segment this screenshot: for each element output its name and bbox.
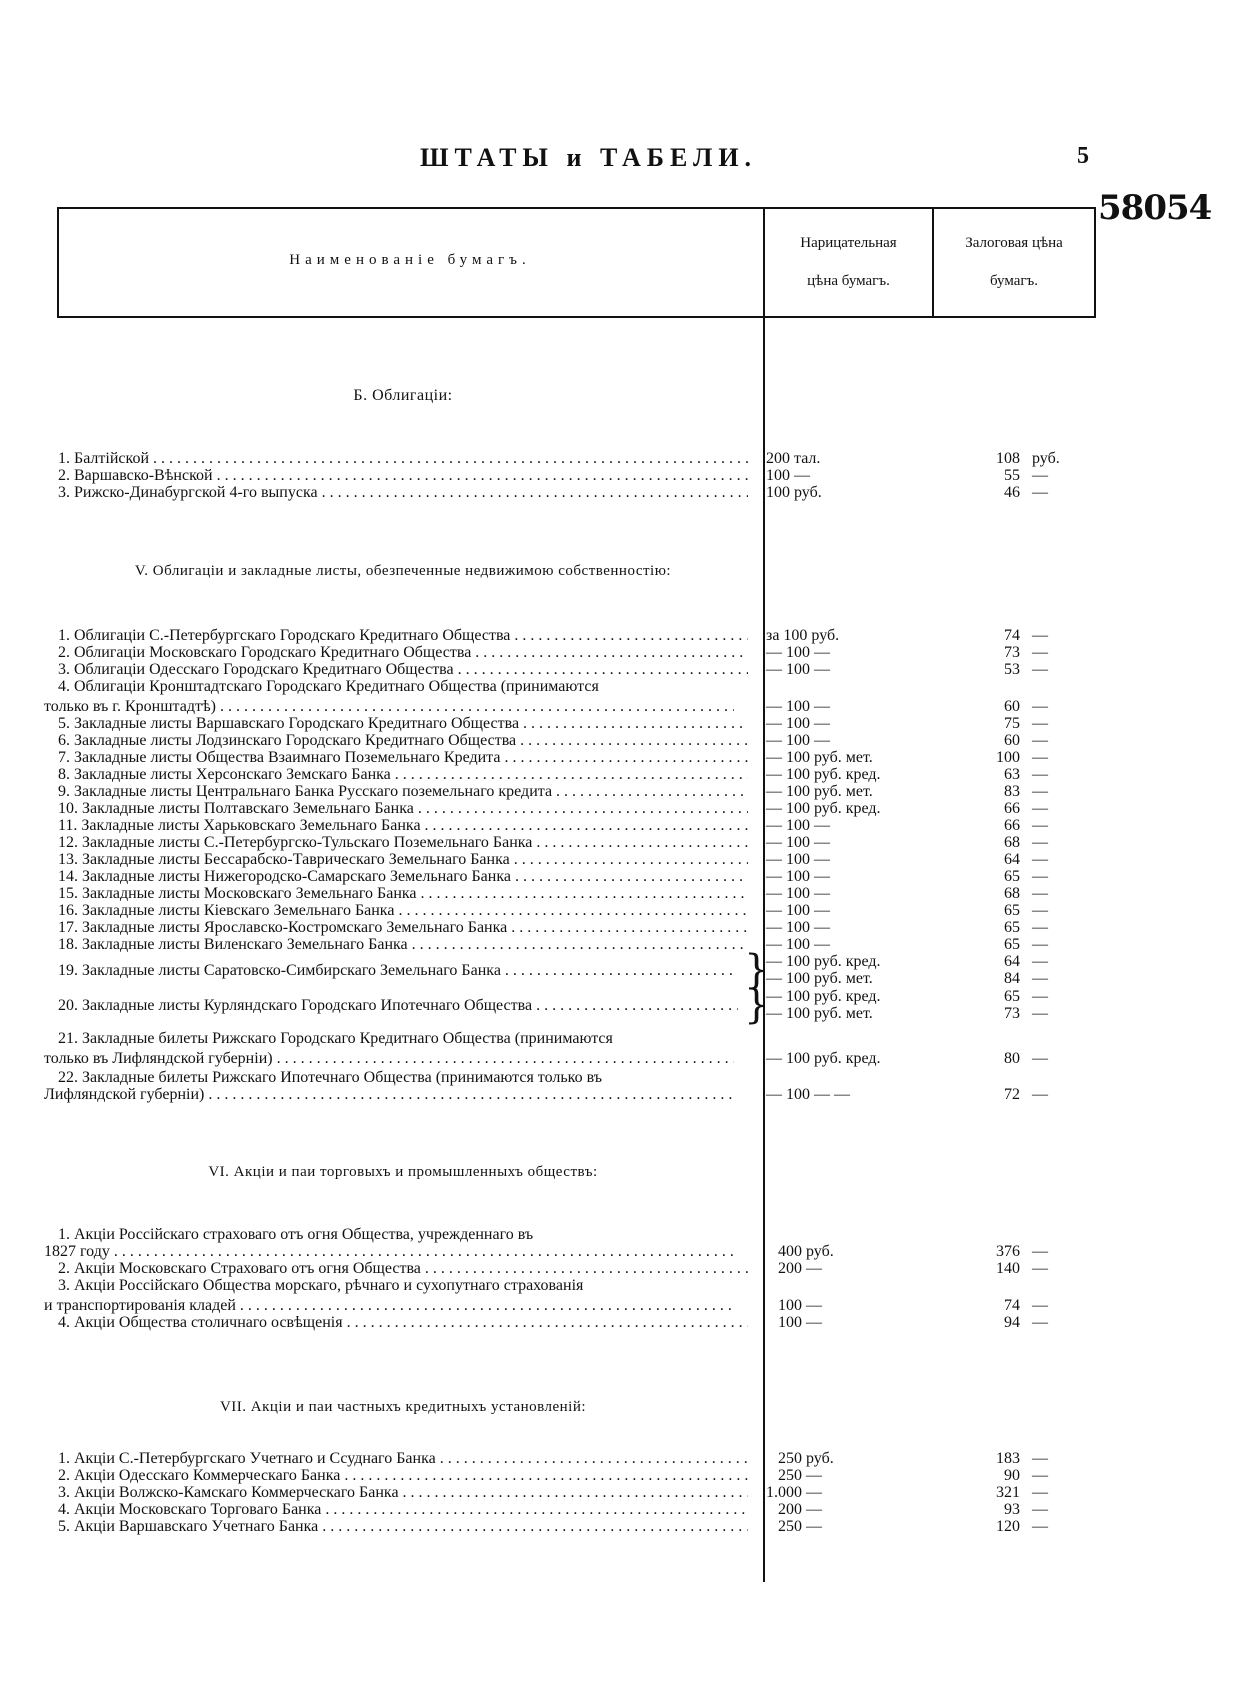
row-name: 22. Закладные билеты Рижскаго Ипотечнаго Общества (принимаются только въ [58, 1069, 603, 1086]
row-unit: — [1032, 1450, 1048, 1467]
row-name: 9. Закладные листы Центральнаго Банка Русскаго поземельнаго кредита . . . [58, 783, 748, 800]
row-par: — 100 — [766, 732, 830, 749]
row-par: 200 — [778, 1501, 822, 1518]
row-value: 53 [1004, 661, 1020, 678]
row-value: 120 [996, 1518, 1020, 1535]
row-unit: — [1032, 627, 1048, 644]
table-row [44, 1243, 1088, 1260]
row-unit: — [1032, 1243, 1048, 1260]
row-unit: — [1032, 817, 1048, 834]
row-value: 65 [1004, 988, 1020, 1005]
row-par: 200 — [778, 1260, 822, 1277]
row-value: 376 [996, 1243, 1020, 1260]
row-par: — 100 — [766, 644, 830, 661]
row-value: 74 [1004, 1297, 1020, 1314]
row-value: 55 [1004, 467, 1020, 484]
table-row [58, 783, 1088, 800]
row-name: 4. Акціи Московскаго Торговаго Банка . . . [58, 1501, 748, 1518]
table-row [58, 953, 1088, 970]
table-row [58, 627, 1088, 644]
row-unit: — [1032, 868, 1048, 885]
row-value: 94 [1004, 1314, 1020, 1331]
row-unit: — [1032, 1314, 1048, 1331]
row-par: 400 руб. [778, 1243, 834, 1260]
row-name: 18. Закладные листы Виленскаго Земельнаго Банка . . . [58, 936, 748, 953]
row-name: 15. Закладные листы Московскаго Земельнаго Банка . . . [58, 885, 748, 902]
table-row [58, 817, 1088, 834]
table-row [58, 1501, 1088, 1518]
table-row [58, 851, 1088, 868]
row-value: 72 [1004, 1086, 1020, 1103]
row-name: 2. Акціи Одесскаго Коммерческаго Банка . . . [58, 1467, 748, 1484]
table-row [58, 1260, 1088, 1277]
row-par: за 100 руб. [766, 627, 840, 644]
page-number: 5 [1077, 143, 1089, 169]
table-row [58, 749, 1088, 766]
header-par-line2: цѣна бумагъ. [807, 273, 890, 289]
table-row [58, 885, 1088, 902]
row-par: — 100 — [766, 902, 830, 919]
table-row [58, 1005, 1088, 1022]
row-name: 3. Рижско-Динабургской 4-го выпуска . . . [58, 484, 748, 501]
row-par: 200 тал. [766, 450, 821, 467]
table-row [58, 970, 1088, 987]
row-par: 250 руб. [778, 1450, 834, 1467]
row-value: 65 [1004, 919, 1020, 936]
row-unit: — [1032, 1484, 1048, 1501]
row-unit: — [1032, 1086, 1048, 1103]
row-value: 90 [1004, 1467, 1020, 1484]
row-name-continuation: Лифляндской губерніи) . . . [44, 1086, 734, 1103]
row-value: 80 [1004, 1050, 1020, 1067]
row-name: 10. Закладные листы Полтавскаго Земельнаго Банка . . . [58, 800, 748, 817]
row-name: 1. Акціи Россійскаго страховаго отъ огня Общества, учрежденнаго въ [58, 1226, 534, 1243]
row-value: 68 [1004, 885, 1020, 902]
row-unit: — [1032, 1297, 1048, 1314]
row-unit: — [1032, 800, 1048, 817]
row-name-continuation: только въ г. Кронштадтѣ) . . . [44, 698, 734, 715]
row-par: — 100 руб. кред. [766, 1050, 881, 1067]
row-par: 1.000 — [766, 1484, 822, 1501]
row-value: 83 [1004, 783, 1020, 800]
row-value: 321 [996, 1484, 1020, 1501]
table-right-border [1094, 207, 1096, 317]
row-name: 1. Балтійской . . . [58, 450, 748, 467]
row-name: 5. Акціи Варшавскаго Учетнаго Банка . . . [58, 1518, 748, 1535]
row-par: 100 — [766, 467, 810, 484]
brace: } [744, 947, 770, 993]
row-par: — 100 руб. мет. [766, 1005, 873, 1022]
row-name: 4. Акціи Общества столичнаго освѣщенія . . . [58, 1314, 748, 1331]
row-par: — 100 — [766, 936, 830, 953]
row-value: 60 [1004, 698, 1020, 715]
row-unit: — [1032, 970, 1048, 987]
row-value: 46 [1004, 484, 1020, 501]
row-par: — 100 — [766, 715, 830, 732]
row-name: 11. Закладные листы Харьковскаго Земельнаго Банка . . . [58, 817, 748, 834]
table-left-border [57, 207, 59, 317]
row-par: — 100 руб. мет. [766, 970, 873, 987]
row-name: 16. Закладные листы Кіевскаго Земельнаго Банка . . . [58, 902, 748, 919]
table-row [58, 800, 1088, 817]
section-title-b: Б. Облигаціи: [353, 387, 453, 404]
row-name: 1. Облигаціи С.-Петербургскаго Городскаго Кредитнаго Общества . . . [58, 627, 748, 644]
table-header-divider [57, 316, 1096, 318]
row-par: 250 — [778, 1467, 822, 1484]
stamp-number: 58054 [1098, 188, 1212, 228]
row-unit: — [1032, 766, 1048, 783]
row-value: 65 [1004, 868, 1020, 885]
row-unit: — [1032, 851, 1048, 868]
row-name: 3. Акціи Россійскаго Общества морскаго, рѣчнаго и сухопутнаго страхованія [58, 1277, 584, 1294]
row-unit: — [1032, 885, 1048, 902]
row-unit: — [1032, 698, 1048, 715]
row-unit: — [1032, 467, 1048, 484]
row-value: 183 [996, 1450, 1020, 1467]
row-par: — 100 — [766, 868, 830, 885]
row-par: — 100 — [766, 851, 830, 868]
row-par: — 100 — [766, 661, 830, 678]
row-unit: — [1032, 919, 1048, 936]
row-par: 250 — [778, 1518, 822, 1535]
row-name: 4. Облигаціи Кронштадтскаго Городскаго Кредитнаго Общества (принимаются [58, 678, 599, 695]
row-unit: — [1032, 715, 1048, 732]
row-unit: — [1032, 661, 1048, 678]
row-value: 64 [1004, 851, 1020, 868]
table-row [58, 919, 1088, 936]
header-name: Наименованіе бумагъ. [289, 252, 531, 268]
table-row [58, 766, 1088, 783]
row-name: 8. Закладные листы Херсонскаго Земскаго Банка . . . [58, 766, 748, 783]
row-name: 14. Закладные листы Нижегородско-Самарскаго Земельнаго Банка . . . [58, 868, 748, 885]
table-row [58, 661, 1088, 678]
row-par: — 100 — — [766, 1086, 850, 1103]
row-name-continuation: и транспортированія кладей . . . [44, 1297, 734, 1314]
table-row [58, 1484, 1088, 1501]
row-unit: руб. [1032, 450, 1060, 467]
section-title-vii: VII. Акціи и паи частныхъ кредитныхъ установленій: [219, 1399, 587, 1415]
row-unit: — [1032, 749, 1048, 766]
row-unit: — [1032, 834, 1048, 851]
row-name: 21. Закладные билеты Рижскаго Городскаго Кредитнаго Общества (принимаются [58, 1030, 613, 1047]
row-unit: — [1032, 1005, 1048, 1022]
row-value: 73 [1004, 644, 1020, 661]
row-unit: — [1032, 484, 1048, 501]
table-row [58, 902, 1088, 919]
row-name-continuation: 1827 году . . . [44, 1243, 734, 1260]
row-value: 100 [996, 749, 1020, 766]
row-name: 2. Акціи Московскаго Страховаго отъ огня Общества . . . [58, 1260, 748, 1277]
row-value: 74 [1004, 627, 1020, 644]
row-name: 7. Закладные листы Общества Взаимнаго Поземельнаго Кредита . . . [58, 749, 748, 766]
row-value: 84 [1004, 970, 1020, 987]
table-row [58, 936, 1088, 953]
row-value: 73 [1004, 1005, 1020, 1022]
row-par: — 100 — [766, 919, 830, 936]
table-row [44, 1086, 1088, 1103]
row-name: 19. Закладные листы Саратовско-Симбирскаго Земельнаго Банка . . . [58, 962, 738, 979]
table-row [58, 484, 1088, 501]
row-name: 20. Закладные листы Курляндскаго Городскаго Ипотечнаго Общества . . . [58, 997, 738, 1014]
table-row [58, 715, 1088, 732]
row-name: 5. Закладные листы Варшавскаго Городскаго Кредитнаго Общества . . . [58, 715, 748, 732]
table-row [58, 868, 1088, 885]
row-par: — 100 руб. кред. [766, 800, 881, 817]
row-unit: — [1032, 732, 1048, 749]
table-row [58, 1467, 1088, 1484]
row-unit: — [1032, 988, 1048, 1005]
row-unit: — [1032, 953, 1048, 970]
row-par: 100 — [778, 1314, 822, 1331]
row-value: 66 [1004, 817, 1020, 834]
row-unit: — [1032, 1467, 1048, 1484]
row-unit: — [1032, 783, 1048, 800]
table-row [58, 988, 1088, 1005]
row-name: 3. Акціи Волжско-Камскаго Коммерческаго Банка . . . [58, 1484, 748, 1501]
row-name-continuation: только въ Лифляндской губерніи) . . . [44, 1050, 734, 1067]
row-par: — 100 руб. мет. [766, 749, 873, 766]
row-par: — 100 — [766, 885, 830, 902]
row-unit: — [1032, 1501, 1048, 1518]
row-par: — 100 — [766, 698, 830, 715]
row-par: — 100 — [766, 817, 830, 834]
row-unit: — [1032, 902, 1048, 919]
row-unit: — [1032, 1260, 1048, 1277]
row-name: 6. Закладные листы Лодзинскаго Городскаго Кредитнаго Общества . . . [58, 732, 748, 749]
row-par: 100 — [778, 1297, 822, 1314]
header-collateral-line2: бумагъ. [989, 273, 1039, 289]
section-title-vi: VI. Акціи и паи торговыхъ и промышленныхъ обществъ: [208, 1164, 598, 1180]
table-row [58, 834, 1088, 851]
row-par: — 100 руб. кред. [766, 988, 881, 1005]
table-row [58, 1518, 1088, 1535]
row-name: 3. Облигаціи Одесскаго Городскаго Кредитнаго Общества . . . [58, 661, 748, 678]
row-value: 65 [1004, 936, 1020, 953]
row-unit: — [1032, 1518, 1048, 1535]
table-row [58, 644, 1088, 661]
row-par: — 100 руб. кред. [766, 766, 881, 783]
row-value: 66 [1004, 800, 1020, 817]
table-row [58, 467, 1088, 484]
row-unit: — [1032, 644, 1048, 661]
row-value: 108 [996, 450, 1020, 467]
table-row [44, 698, 1088, 715]
row-value: 60 [1004, 732, 1020, 749]
header-collateral-line1: Залоговая цѣна [965, 235, 1063, 251]
table-row [58, 450, 1088, 467]
section-title-v: V. Облигаціи и закладные листы, обезпеченные недвижимою собственностію: [134, 563, 672, 579]
table-row [58, 1450, 1088, 1467]
row-name: 2. Варшавско-Вѣнской . . . [58, 467, 748, 484]
row-value: 63 [1004, 766, 1020, 783]
row-value: 68 [1004, 834, 1020, 851]
table-row [44, 1050, 1088, 1067]
row-par: — 100 руб. кред. [766, 953, 881, 970]
row-par: — 100 — [766, 834, 830, 851]
row-unit: — [1032, 936, 1048, 953]
table-row [58, 732, 1088, 749]
brace: } [744, 982, 770, 1028]
row-par: 100 руб. [766, 484, 822, 501]
row-name: 12. Закладные листы С.-Петербургско-Тульскаго Поземельнаго Банка . . . [58, 834, 748, 851]
row-name: 17. Закладные листы Ярославско-Костромскаго Земельнаго Банка . . . [58, 919, 748, 936]
row-name: 1. Акціи С.-Петербургскаго Учетнаго и Ссуднаго Банка . . . [58, 1450, 748, 1467]
row-value: 64 [1004, 953, 1020, 970]
row-name: 13. Закладные листы Бессарабско-Таврическаго Земельнаго Банка . . . [58, 851, 748, 868]
row-par: — 100 руб. мет. [766, 783, 873, 800]
page-title: ШТАТЫ и ТАБЕЛИ. [420, 143, 758, 172]
row-value: 65 [1004, 902, 1020, 919]
row-value: 75 [1004, 715, 1020, 732]
table-top-border [57, 207, 1096, 209]
table-row [58, 1314, 1088, 1331]
table-row [44, 1297, 1088, 1314]
header-par-line1: Нарицательная [800, 235, 897, 251]
row-unit: — [1032, 1050, 1048, 1067]
row-name: 2. Облигаціи Московскаго Городскаго Кредитнаго Общества . . . [58, 644, 748, 661]
row-value: 140 [996, 1260, 1020, 1277]
row-value: 93 [1004, 1501, 1020, 1518]
